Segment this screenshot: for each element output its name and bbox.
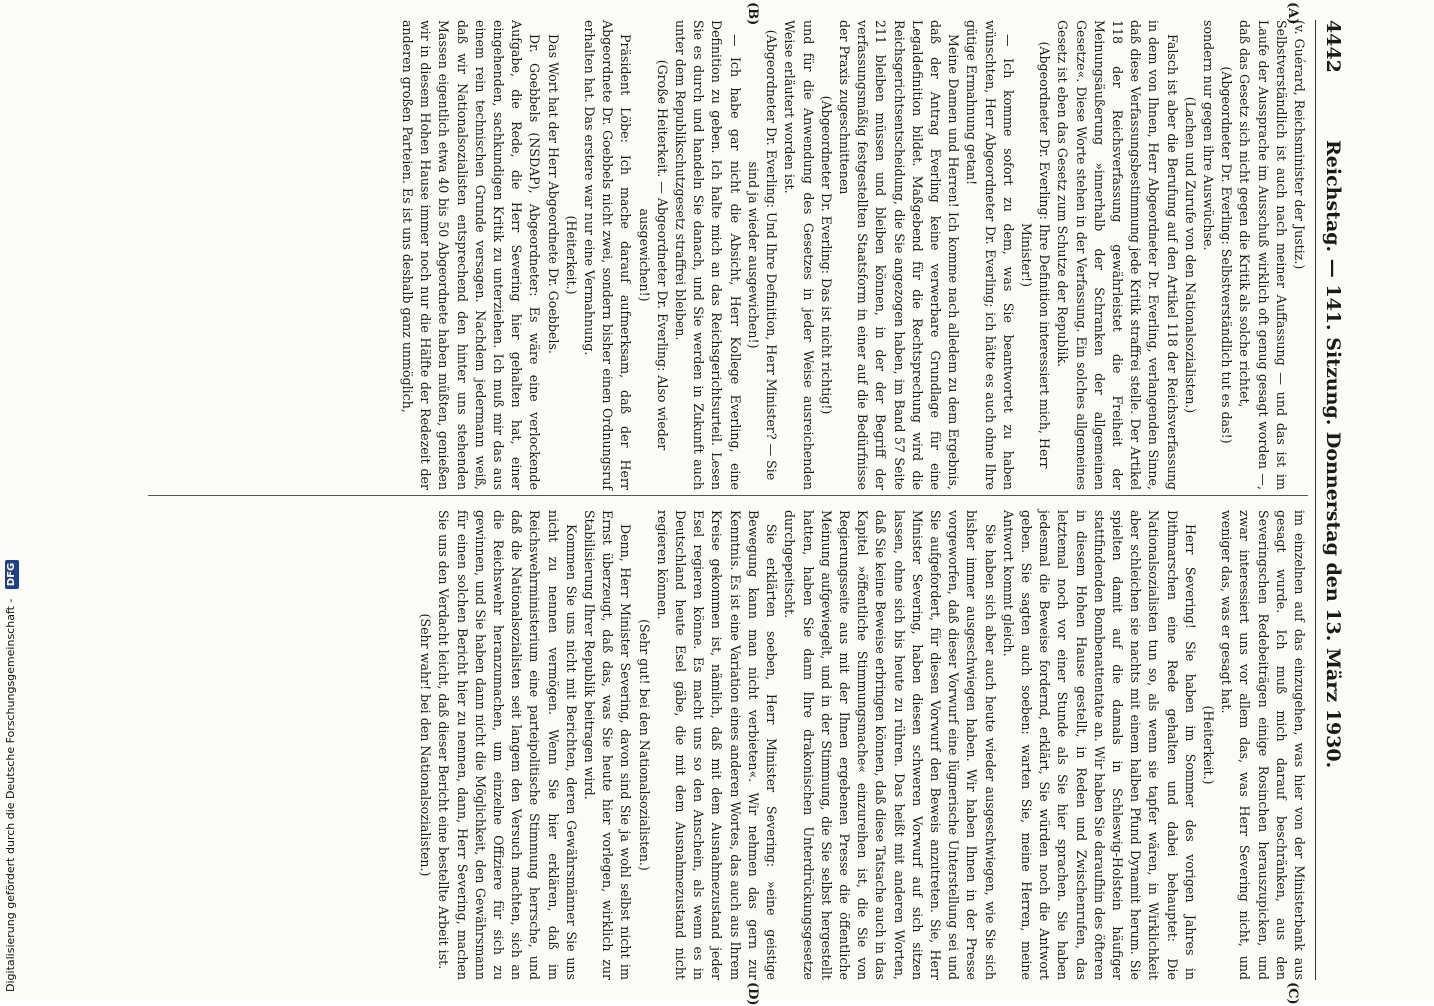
page-number: 4442 [1322, 20, 1344, 73]
column-divider [148, 495, 1308, 496]
left-paragraph: Dr. Goebbels (NSDAP), Abgeordneter: Es wäre eine verlockende Aufgabe, die Rede, die Herr Severing hier gehalten hat, einer eingehenden, sachkundigen Kritik zu unterziehen. Ich muß mir das aus einem rein technischen Grunde versagen. Nachdem jedermann weiß, daß wir Nationalsozialisten entsprechend den hinter uns stehenden Massen eigentlich etwa 40 bis 50 Abgeordnete haben müßten, genießen wir in diesem Hohen Hause immer noch nur die Hälfte der Redezeit der anderen großen Parteien. Es ist uns deshalb ganz unmöglich, [400, 20, 543, 490]
margin-mark-d: (D) [745, 982, 760, 1006]
left-paragraph: (Abgeordneter Dr. Everling: Selbstverständlich tut es das!) [1219, 66, 1235, 444]
left-paragraph: Falsch ist aber die Berufung auf den Artikel 118 der Reichsverfassung in dem von Ihnen, Herr Abgeordneter Dr. Everling, verlangenden Sinne, daß diese Verfassungsbestimmung jede Kritik straffrei stelle. Der Artikel 118 der Reichsverfassung gewährleistet die Freiheit der Meinungsäußerung »innerhalb der Schranken der allgemeinen Gesetze«. Diese Worte stehen in der Verfassung. Ein solches allgemeines Gesetz ist eben das Gesetz zum Schutze der Republik. [1055, 20, 1180, 490]
left-paragraph: Meine Damen und Herren! Ich komme nach alledem zu dem Ergebnis, daß der Antrag Everling keine verwerbare Grundlage für eine Legaldefinition bildet. Maßgebend für die Rechtsprechung wird die Reichsgerichtsentscheidung, die Sie angezogen haben, im Band 57 Seite 211 bleiben müssen und bleiben können, in der der Begriff der verfassungsmäßig festgestellten Staatsform in einer auf die Bedürfnisse der Praxis zugeschnittenen [836, 20, 962, 490]
page-header [1312, 20, 1352, 980]
right-paragraph: Herr Severing! Sie haben im Sommer des vorigen Jahres in Dithmarschen eine Rede gehalten und dabei behauptet: Die Nationalsozialisten tun so, als wenn sie tapfer wären, in Wirklichkeit aber schleichen sie nachts mit einem halben Pfund Dynamit herum. Sie spielten damit auf die damals in Schleswig-Holstein häufiger stattfindenden Bombenattentate an. Wir haben Sie daraufhin des öfteren in diesem Hohen Hause gestellt, in Reden und Zwischenrufen, das letztemal noch vor einer Stunde als Sie hier sprachen. Sie haben jedesmal die Beweise fordernd, erklärt, Sie würden noch die Antwort geben. Sie sagten auch soeben: warten Sie, meine Herren, meine Antwort kommt gleich. [1000, 510, 1198, 980]
right-paragraph: (Heiterkeit.) [1200, 705, 1216, 785]
margin-mark-c: (C) [1285, 982, 1300, 1005]
left-paragraph: (Abgeordneter Dr. Everling: Das ist nicht richtig!) [818, 95, 834, 415]
left-paragraph: — Ich komme sofort zu dem, was Sie beantwortet zu haben wünschten, Herr Abgeordneter Dr. Everling; ich hätte es auch ohne Ihre gütige Ermahnung getan! [964, 20, 1016, 490]
left-paragraph: (Heiterkeit.) [563, 215, 579, 295]
left-paragraph: und für die Anwendung des Gesetzes in jeder Weise ausreichenden Weise erläutert worden ist. [782, 20, 816, 490]
right-paragraph: im einzelnen auf das einzugehen, was hier von der Ministerbank aus gesagt wurde. Ich muß mich darauf beschränken, aus den Severingschen Redebeiträgen einige Rosinchen herauszupicken, und zwar interessiert uns vor allem das, was Herr Severing nicht, und weniger das, was er gesagt hat. [1219, 510, 1307, 980]
left-paragraph: (v. Guérard, Reichsminister der Justiz.) [1292, 20, 1307, 270]
left-paragraph: Das Wort hat der Herr Abgeordnete Dr. Goebbels. [545, 34, 561, 354]
left-paragraph: (Abgeordneter Dr. Everling: Und Ihre Definition, Herr Minister? — Sie sind ja wieder ausgewichen!) [745, 29, 780, 481]
rotated-page-content [126, 0, 1360, 1006]
header-rule [1315, 20, 1316, 980]
right-paragraph: Sie erklärten soeben, Herr Minister Severing: »eine geistige Bewegung kann man nicht verbieten«. Wir nehmen das gern zur Kenntnis. Es ist eine Variation eines anderen Wortes, das auch aus Ihrem Kreise gekommen ist, nämlich, daß mit dem Ausnahmezustand jeder Esel regieren könne. Es macht uns so den Anschein, als wenn es in Deutschland heute Esel gäbe, die mit dem Ausnahmezustand nicht regieren können. [654, 510, 780, 980]
left-paragraph: Präsident Löbe: Ich mache darauf aufmerksam, daß der Herr Abgeordnete Dr. Goebbels nicht zwei, sondern bisher einen Ordnungsruf erhalten hat. Das erstere war nur eine Vermahnung. [582, 20, 634, 490]
right-paragraph: Denn, Herr Minister Severing, davon sind Sie ja wohl selbst nicht im Ernst überzeugt, daß das, was Sie heute hier vorlegen, wirklich zur Stabilisierung Ihrer Republik beitragen wird. [582, 510, 634, 980]
left-paragraph: — Ich habe gar nicht die Absicht, Herr Kollege Everling, eine Definition zu geben. Ich halte mich an das Reichsgerichtsurteil. Lesen Sie es durch und handeln Sie danach, und Sie werden in Zukunft auch unter dem Republikschutzgesetz straffrei bleiben. [673, 20, 743, 490]
left-paragraph: (Große Heiterkeit. — Abgeordneter Dr. Everling: Also wieder ausgewichen!) [636, 59, 670, 451]
right-paragraph: (Sehr wahr! bei den Nationalsozialisten.) [418, 613, 434, 877]
left-text-column [398, 20, 1308, 490]
digitization-credit [0, 0, 22, 1000]
margin-mark-b: (B) [745, 2, 760, 26]
credit-text: Digitalisierung gefördert durch die Deutsche Forschungsgemeinschaft - [4, 598, 17, 992]
left-paragraph: Selbstverständlich ist auch nach meiner Auffassung — und das ist im Laufe der Aussprache im Ausschuß wirklich oft genug gesagt worden —, daß das Gesetz sich nicht gegen die Kritik als solche richtet, [1237, 20, 1289, 490]
left-paragraph: sondern nur gegen ihre Auswüchse. [1200, 20, 1216, 251]
right-paragraph: Sie haben sich aber auch heute wieder ausgeschwiegen, wie Sie sich bisher immer ausgeschwiegen haben. Wir haben Ihnen in der Presse vorgeworfen, daß dieser Vorwurf eine lügnerische Unterstellung sei und Sie aufgefordert, für diesen Vorwurf den Beweis anzutreten. Sie, Herr Minister Severing, haben diesen schweren Vorwurf auf sich sitzen lassen, ohne sich bis heute zu rühren. Das heißt mit anderen Worten, daß Sie keine Beweise erbringen können, daß diese Tatsache auch in das Kapitel »öffentliche Stimmungsmache« einzureihen ist, die Sie von Regierungsseite aus mit der Ihnen ergebenen Presse die öffentliche Meinung aufgewiegelt, und in der Stimmung, die Sie selbst hergestellt hatten, haben Sie dann Ihre drakonischen Unterdrückungsgesetze durchgepeitscht. [782, 510, 998, 980]
right-text-column [416, 510, 1308, 980]
dfg-logo: DFG [5, 560, 19, 589]
left-paragraph: (Abgeordneter Dr. Everling: Ihre Definition interessiert mich, Herr Minister!) [1018, 41, 1053, 469]
left-paragraph: (Lachen und Zurufe von den Nationalsozialisten.) [1182, 96, 1198, 414]
right-paragraph: Kommen Sie uns nicht mit Berichten, deren Gewährsmänner Sie uns nicht zu nennen vermögen. Wenn Sie hier erklären, daß im Reichswehrministerium eine parteipolitische Stimmung herrsche, und daß die Nationalsozialisten seit langem den Versuch machten, sich an die Reichswehr heranzumachen, um einzelne Offiziere für sich zu gewinnen, und Sie haben dann nicht die Möglichkeit, den Gewährsmann für einen solchen Bericht hier zu nennen, dann, Herr Severing, machen Sie uns den Verdacht leicht, daß dieser Bericht eine bestellte Arbeit ist. [436, 510, 579, 980]
margin-mark-a: (A) [1285, 2, 1300, 25]
right-paragraph: (Sehr gut! bei den Nationalsozialisten.) [636, 619, 652, 871]
running-title: Reichstag. — 141. Sitzung. Donnerstag den 13. März 1930. [1322, 140, 1344, 769]
